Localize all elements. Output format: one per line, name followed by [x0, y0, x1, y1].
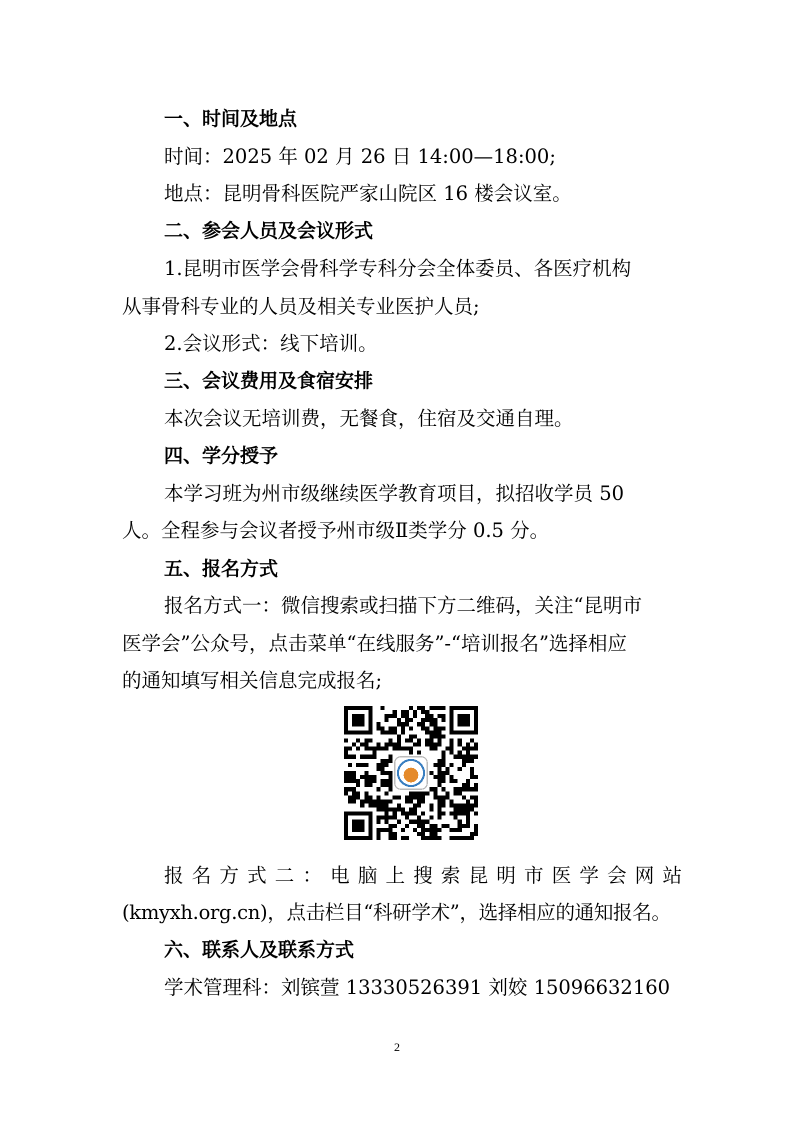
- section-heading-time-place: 一、时间及地点: [164, 108, 298, 130]
- registration-method-1-line-1: 报名方式一：微信搜索或扫描下方二维码，关注“昆明市: [164, 594, 642, 617]
- credits-line-2: 人。全程参与会议者授予州市级Ⅱ类学分 0.5 分。: [122, 519, 550, 542]
- registration-method-1-line-3: 的通知填写相关信息完成报名;: [122, 669, 383, 692]
- registration-method-2-line-2: (kmyxh.org.cn)，点击栏目“科研学术”，选择相应的通知报名。: [122, 901, 671, 924]
- participants-line-1: 1.昆明市医学会骨科学专科分会全体委员、各医疗机构: [164, 257, 632, 280]
- meeting-time: 时间：2025 年 02 月 26 日 14:00—18:00;: [164, 145, 556, 168]
- section-heading-fees: 三、会议费用及食宿安排: [164, 370, 374, 392]
- section-heading-contacts: 六、联系人及联系方式: [164, 939, 355, 961]
- credits-line-1: 本学习班为州市级继续医学教育项目，拟招收学员 50: [164, 482, 625, 505]
- registration-method-2-line-1: 报名方式二：电脑上搜索昆明市医学会网站: [164, 864, 682, 887]
- meeting-place: 地点：昆明骨科医院严家山院区 16 楼会议室。: [164, 182, 572, 205]
- page-number: 2: [394, 1040, 400, 1054]
- participants-line-2: 从事骨科专业的人员及相关专业医护人员;: [122, 295, 480, 318]
- section-heading-registration: 五、报名方式: [164, 558, 279, 580]
- section-heading-participants: 二、参会人员及会议形式: [164, 220, 374, 242]
- meeting-format: 2.会议形式：线下培训。: [164, 332, 378, 355]
- registration-method-1-line-2: 医学会”公众号，点击菜单“在线服务”-“培训报名”选择相应: [122, 632, 627, 655]
- contact-info: 学术管理科：刘镔萱 13330526391 刘姣 15096632160: [164, 976, 671, 999]
- section-heading-credits: 四、学分授予: [164, 445, 279, 467]
- qr-code-icon: [344, 706, 478, 840]
- fees-text: 本次会议无培训费，无餐食，住宿及交通自理。: [164, 407, 574, 430]
